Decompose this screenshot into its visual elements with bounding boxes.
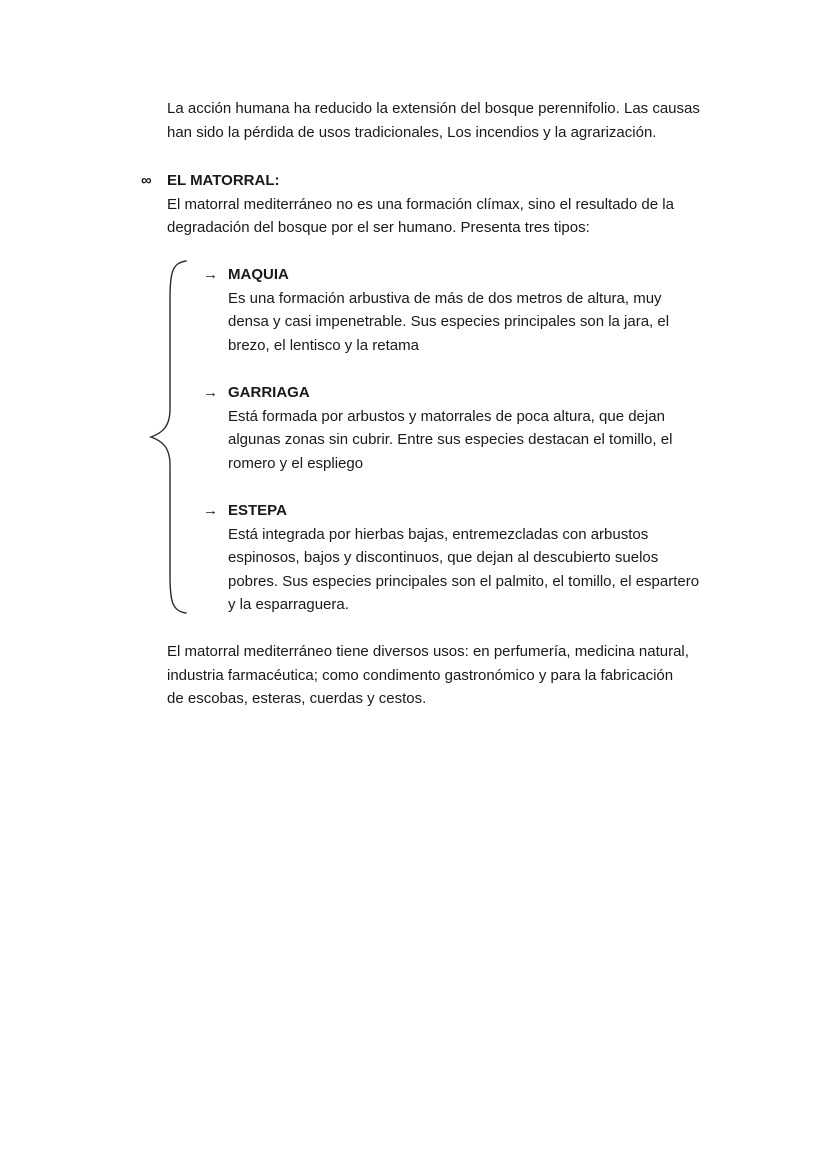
arrow-right-icon: →	[203, 502, 218, 519]
closing-line: industria farmacéutica; como condimento gastronómico y para la fabricación	[167, 666, 674, 684]
type-description-line: pobres. Sus especies principales son el palmito, el tomillo, el espartero	[228, 572, 700, 590]
type-description-line: densa y casi impenetrable. Sus especies principales son la jara, el	[228, 313, 670, 330]
type-description-line: brezo, el lentisco y la retama	[228, 336, 419, 354]
curly-brace-icon	[148, 259, 188, 615]
type-description-line: Es una formación arbustiva de más de dos metros de altura, muy	[228, 289, 662, 307]
type-description-line: y la esparraguera.	[228, 596, 349, 613]
infinity-bullet-icon: ∞	[141, 172, 152, 189]
type-description-line: algunas zonas sin cubrir. Entre sus especies destacan el tomillo, el	[228, 431, 673, 448]
section-heading: EL MATORRAL:	[167, 172, 280, 189]
type-description-line: espinosos, bajos y discontinuos, que dejan al descubierto suelos	[228, 549, 659, 566]
intro-line: La acción humana ha reducido la extensión del bosque perennifolio. Las causas	[167, 100, 700, 117]
type-garriaga	[228, 381, 672, 475]
type-title: ESTEPA	[228, 502, 287, 519]
type-description-line: Está formada por arbustos y matorrales de poca altura, que dejan	[228, 407, 665, 425]
type-description-line: romero y el espliego	[228, 454, 364, 472]
matorral-section	[167, 169, 674, 240]
intro-paragraph	[167, 97, 700, 144]
type-description-line: Está integrada por hierbas bajas, entremezcladas con arbustos	[228, 525, 649, 543]
closing-paragraph	[167, 640, 689, 711]
type-maquia	[228, 263, 669, 357]
type-title: GARRIAGA	[228, 384, 310, 401]
closing-line: de escobas, esteras, cuerdas y cestos.	[167, 690, 427, 707]
type-estepa	[228, 499, 699, 617]
intro-line: han sido la pérdida de usos tradicionales, Los incendios y la agrarización.	[167, 123, 657, 141]
closing-line: El matorral mediterráneo tiene diversos usos: en perfumería, medicina natural,	[167, 643, 689, 660]
arrow-right-icon: →	[203, 266, 218, 283]
type-title: MAQUIA	[228, 266, 289, 283]
arrow-right-icon: →	[203, 384, 218, 401]
section-description-line: El matorral mediterráneo no es una formación clímax, sino el resultado de la	[167, 195, 674, 213]
section-description-line: degradación del bosque por el ser humano. Presenta tres tipos:	[167, 219, 590, 236]
